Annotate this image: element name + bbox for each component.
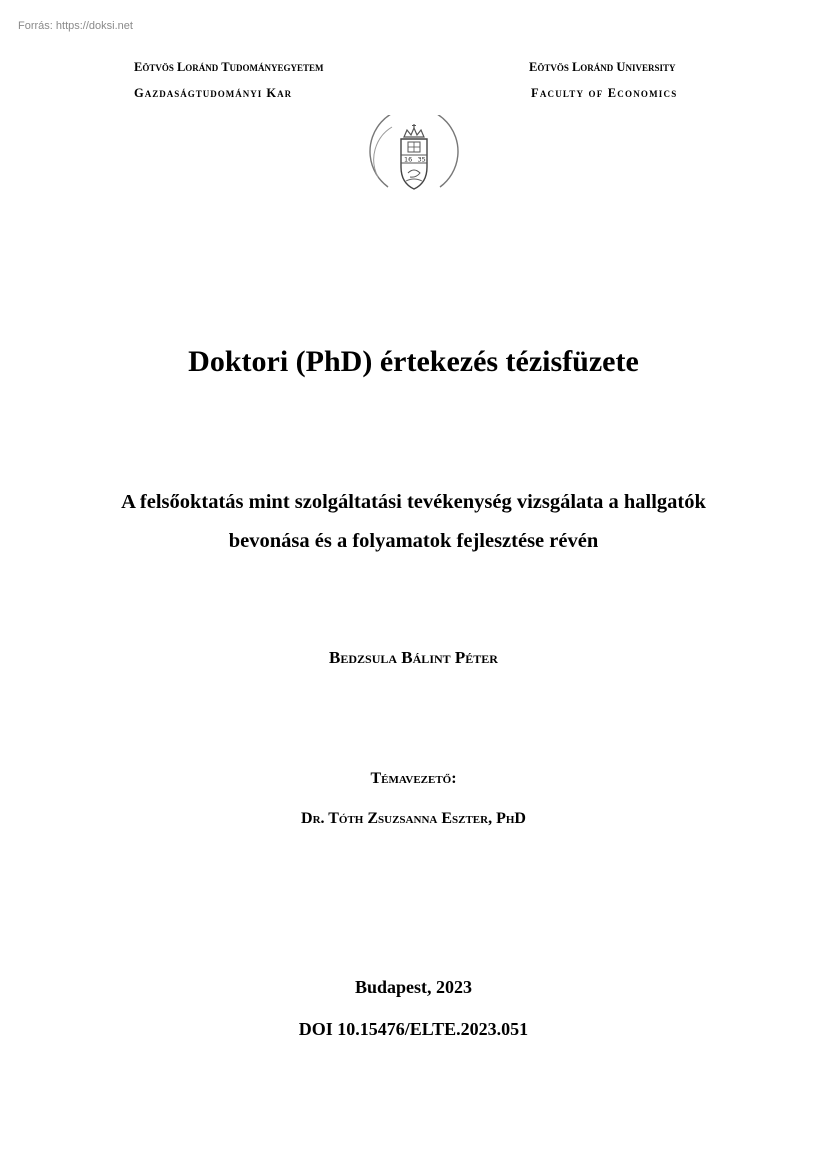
elte-crest-icon <box>364 115 464 195</box>
place-year: Budapest, 2023 <box>354 977 473 997</box>
svg-text:35: 35 <box>417 155 426 164</box>
source-note: Forrás: https://doksi.net <box>18 20 133 32</box>
subtitle-line-1: A felsőoktatás mint szolgáltatási tevékenység vizsgálata a hallgatók <box>121 491 706 513</box>
author-name: Bedzsula Bálint Péter <box>329 648 498 667</box>
supervisor-label: Témavezető: <box>370 770 457 787</box>
svg-text:16: 16 <box>404 155 413 164</box>
university-name-hu: Eötvös Loránd Tudományegyetem <box>134 60 324 74</box>
university-name-en: Eötvös Loránd University <box>529 60 676 74</box>
subtitle-line-2: bevonása és a folyamatok fejlesztése révén <box>228 530 599 552</box>
supervisor-name: Dr. Tóth Zsuzsanna Eszter, PhD <box>301 810 526 827</box>
faculty-name-en: Faculty of Economics <box>531 86 678 100</box>
document-title: Doktori (PhD) értekezés tézisfüzete <box>188 345 639 378</box>
doi: DOI 10.15476/ELTE.2023.051 <box>298 1019 529 1039</box>
faculty-name-hu: Gazdaságtudományi Kar <box>134 86 293 100</box>
thesis-subtitle <box>0 483 827 561</box>
